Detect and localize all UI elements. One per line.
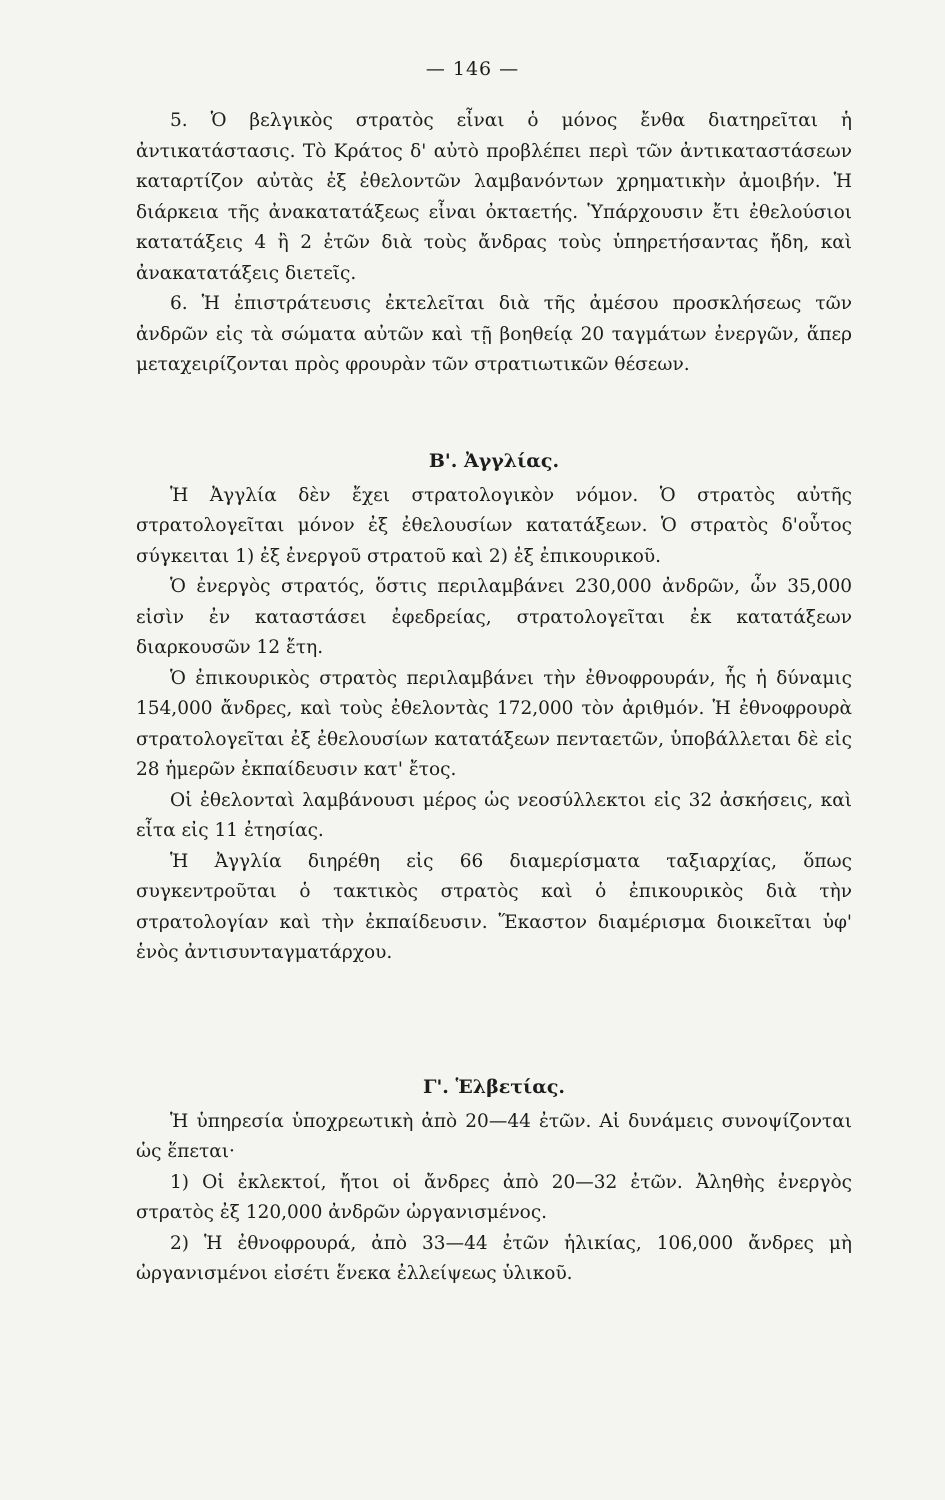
section-heading-switzerland: Γ'. Ἑλβετίας. [422, 1076, 566, 1098]
switzerland-paragraph-3: 2) Ἡ ἐθνοφρουρά, ἀπὸ 33—44 ἐτῶν ἡλικίας, 106,000 ἄνδρες μὴ ὠργανισμένοι εἰσέτι ἕνεκα ἐλλείψεως ὑλικοῦ. [136, 1232, 852, 1284]
england-paragraph-5: Ἡ Ἀγγλία διηρέθη εἰς 66 διαμερίσματα ταξιαρχίας, ὅπως συγκεντροῦται ὁ τακτικὸς στρατὸς καὶ ὁ ἐπικουρικὸς διὰ τὴν στρατολογίαν καὶ τὴν ἐκπαίδευσιν. Ἕκαστον διαμέρισμα διοικεῖται ὑφ' ἑνὸς ἀντισυνταγματάρχου. [136, 850, 852, 963]
paragraph-5: 5. Ὁ βελγικὸς στρατὸς εἶναι ὁ μόνος ἔνθα διατηρεῖται ἡ ἀντικατάστασις. Τὸ Κράτος δ' αὐτὸ προβλέπει περὶ τῶν ἀντικαταστάσεων καταρτίζον αὐτὰς ἐξ ἐθελοντῶν λαμβανόντων χρηματικὴν ἀμοιβήν. Ἡ διάρκεια τῆς ἀνακατατάξεως εἶναι ὀκταετής. Ὑπάρχουσιν ἔτι ἐθελούσιοι κατατάξεις 4 ἢ 2 ἐτῶν διὰ τοὺς ἄνδρας τοὺς ὑπηρετήσαντας ἤδη, καὶ ἀνακατατάξεις διετεῖς. [136, 110, 852, 284]
england-paragraph-1: Ἡ Ἀγγλία δὲν ἔχει στρατολογικὸν νόμον. Ὁ στρατὸς αὐτῆς στρατολογεῖται μόνον ἐξ ἐθελουσίων κατατάξεων. Ὁ στρατὸς δ'οὗτος σύγκειται 1) ἐξ ἐνεργοῦ στρατοῦ καὶ 2) ἐξ ἐπικουρικοῦ. [136, 484, 852, 567]
switzerland-paragraph-2: 1) Οἱ ἐκλεκτοί, ἤτοι οἱ ἄνδρες ἀπὸ 20—32 ἐτῶν. Ἀληθὴς ἐνεργὸς στρατὸς ἐξ 120,000 ἀνδρῶν ὠργανισμένος. [136, 1171, 852, 1223]
switzerland-paragraph-1: Ἡ ὑπηρεσία ὑποχρεωτικὴ ἀπὸ 20—44 ἐτῶν. Αἱ δυνάμεις συνοψίζονται ὡς ἕπεται· [136, 1110, 852, 1162]
page-number: — 146 — [425, 58, 520, 80]
england-paragraph-3: Ὁ ἐπικουρικὸς στρατὸς περιλαμβάνει τὴν ἐθνοφρουράν, ἧς ἡ δύναμις 154,000 ἄνδρες, καὶ τοὺς ἐθελοντὰς 172,000 τὸν ἀριθμόν. Ἡ ἐθνοφρουρὰ στρατολογεῖται ἐξ ἐθελουσίων κατατάξεων πενταετῶν, ὑποβάλλεται δὲ εἰς 28 ἡμερῶν ἐκπαίδευσιν κατ' ἔτος. [136, 667, 852, 780]
england-paragraph-4: Οἱ ἐθελονταὶ λαμβάνουσι μέρος ὡς νεοσύλλεκτοι εἰς 32 ἀσκήσεις, καὶ εἶτα εἰς 11 ἐτησίας. [136, 789, 852, 841]
belgium-continuation [136, 106, 852, 381]
paragraph-6: 6. Ἡ ἐπιστράτευσις ἐκτελεῖται διὰ τῆς ἀμέσου προσκλήσεως τῶν ἀνδρῶν εἰς τὰ σώματα αὐτῶν καὶ τῇ βοηθείᾳ 20 ταγμάτων ἐνεργῶν, ἅπερ μεταχειρίζονται πρὸς φρουρὰν τῶν στρατιωτικῶν θέσεων. [136, 293, 852, 375]
section-heading-england: Β'. Ἀγγλίας. [428, 450, 560, 472]
england-paragraph-2: Ὁ ἐνεργὸς στρατός, ὅστις περιλαμβάνει 230,000 ἀνδρῶν, ὧν 35,000 εἰσὶν ἐν καταστάσει ἐφεδρείας, στρατολογεῖται ἐκ κατατάξεων διαρκουσῶν 12 ἔτη. [136, 576, 852, 658]
section-england [136, 440, 852, 969]
section-switzerland [136, 1066, 852, 1290]
